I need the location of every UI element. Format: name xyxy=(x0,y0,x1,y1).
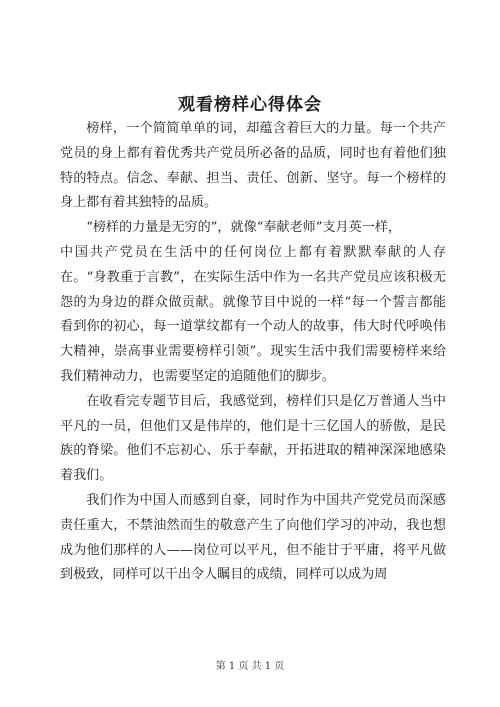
document-body xyxy=(60,117,446,588)
paragraph: “榜样的力量是无穷的”，就像“奉献老师”支月英一样， xyxy=(86,220,402,236)
page-footer: 第 1 页 共 1 页 xyxy=(215,661,285,672)
document-title: 观看榜样心得体会 xyxy=(178,95,322,115)
paragraph: 在收看完专题节目后，我感觉到，榜样们只是亿万普通人当中平凡的一员，但他们又是伟岸的，他们是十三亿国人的骄傲，是民族的脊梁。他们不忘初心、乐于奉献，开拓进取的精神深深地感染着我们。 xyxy=(60,393,446,484)
paragraph: 我们作为中国人而感到自豪，同时作为中国共产党党员而深感责任重大，不禁油然而生的敬意产生了向他们学习的冲动，我也想成为他们那样的人——岗位可以平凡，但不能甘于平庸，将平凡做到极致，同样可以干出令人瞩目的成绩，同样可以成为周 xyxy=(60,492,446,583)
paragraph: 榜样，一个简简单单的词，却蕴含着巨大的力量。每一个共产党员的身上都有着优秀共产党员所必备的品质，同时也有着他们独特的特点。信念、奉献、担当、责任、创新、坚守。每一个榜样的身上都有着其独特的品质。 xyxy=(60,121,446,211)
paragraph: 中国共产党员在生活中的任何岗位上都有着默默奉献的人存在。“身教重于言教”，在实际生活中作为一名共产党员应该积极无怨的为身边的群众做贡献。就像节目中说的一样“每一个誓言都能看到你的初心，每一道掌纹都有一个动人的故事，伟大时代呼唤伟大精神，崇高事业需要榜样引领”。现实生活中我们需要榜样来给我们精神动力，也需要坚定的追随他们的脚步。 xyxy=(60,244,446,384)
